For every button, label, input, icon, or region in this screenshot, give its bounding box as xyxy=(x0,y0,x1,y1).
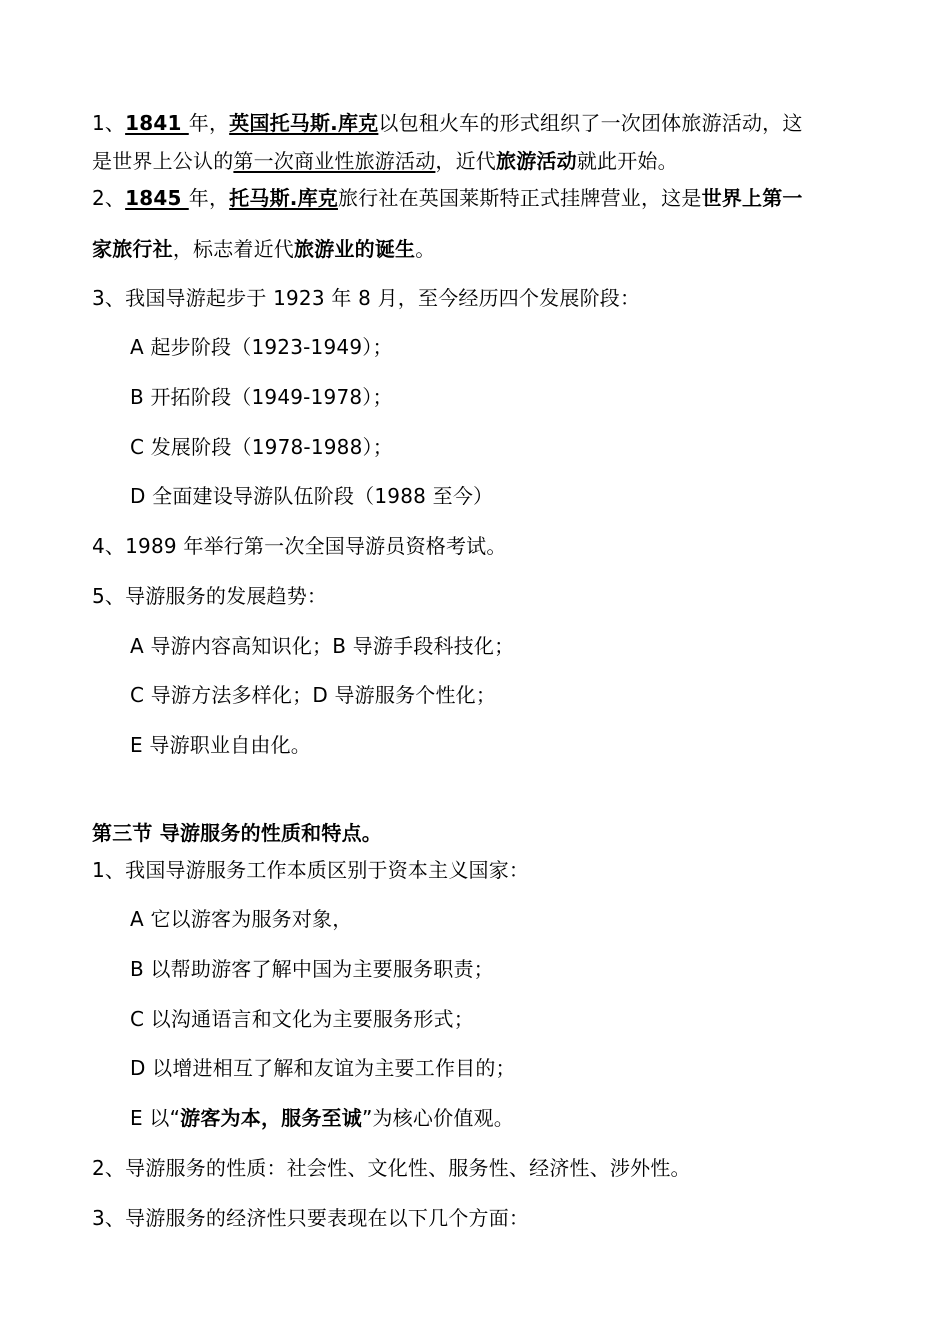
year-1845: 1845 xyxy=(125,186,189,210)
person-name: 托马斯.库克 xyxy=(229,186,338,210)
bold-term: 家旅行社 xyxy=(92,237,173,261)
text: 是世界上公认的 xyxy=(92,149,234,173)
text: 。 xyxy=(415,237,436,261)
nature-a: A 它以游客为服务对象， xyxy=(130,907,353,931)
text: 以包租火车的形式组织了一次团体旅游活动，这 xyxy=(378,111,803,135)
item-2-line-1 xyxy=(92,185,803,211)
text: 就此开始。 xyxy=(576,149,678,173)
person-name: 英国托马斯.库克 xyxy=(229,111,379,135)
text: E 以“ xyxy=(130,1106,181,1130)
text: 旅行社在英国莱斯特正式挂牌营业，这是 xyxy=(337,186,702,210)
nature-d: D 以增进相互了解和友谊为主要工作目的； xyxy=(130,1056,516,1080)
underlined-term: 第一次商业性旅游活动 xyxy=(233,149,436,173)
core-value: 游客为本，服务至诚 xyxy=(180,1106,362,1130)
trend-cd: C 导游方法多样化；D 导游服务个性化； xyxy=(130,683,497,707)
text: 年， xyxy=(188,186,230,210)
stage-b: B 开拓阶段（1949-1978）； xyxy=(130,385,393,409)
item-1-line-2 xyxy=(92,148,678,174)
section-item-2: 2、导游服务的性质：社会性、文化性、服务性、经济性、涉外性。 xyxy=(92,1156,691,1180)
bold-term: 世界上第一 xyxy=(701,186,803,210)
stage-d: D 全面建设导游队伍阶段（1988 至今） xyxy=(130,484,494,508)
item-4: 4、1989 年举行第一次全国导游员资格考试。 xyxy=(92,534,507,558)
stage-a: A 起步阶段（1923-1949）； xyxy=(130,335,393,359)
item-1-line-1 xyxy=(92,110,803,136)
item-5: 5、导游服务的发展趋势： xyxy=(92,584,328,608)
section-item-1: 1、我国导游服务工作本质区别于资本主义国家： xyxy=(92,858,530,882)
text: ，近代 xyxy=(435,149,497,173)
nature-e xyxy=(130,1105,514,1131)
year-1841: 1841 xyxy=(125,111,189,135)
item-2-line-2 xyxy=(92,236,435,262)
text: 年， xyxy=(188,111,230,135)
nature-b: B 以帮助游客了解中国为主要服务职责； xyxy=(130,957,494,981)
section-heading: 第三节 导游服务的性质和特点。 xyxy=(92,821,382,845)
text: ”为核心价值观。 xyxy=(361,1106,514,1130)
nature-c: C 以沟通语言和文化为主要服务形式； xyxy=(130,1007,474,1031)
trend-ab: A 导游内容高知识化；B 导游手段科技化； xyxy=(130,634,515,658)
bold-term: 旅游活动 xyxy=(496,149,577,173)
section-item-3: 3、导游服务的经济性只要表现在以下几个方面： xyxy=(92,1206,530,1230)
item-3: 3、我国导游起步于 1923 年 8 月，至今经历四个发展阶段： xyxy=(92,286,641,310)
item-number: 2、 xyxy=(92,186,126,210)
bold-term: 旅游业的诞生 xyxy=(294,237,416,261)
stage-c: C 发展阶段（1978-1988）； xyxy=(130,435,393,459)
item-number: 1、 xyxy=(92,111,126,135)
trend-e: E 导游职业自由化。 xyxy=(130,733,311,757)
text: ，标志着近代 xyxy=(172,237,295,261)
